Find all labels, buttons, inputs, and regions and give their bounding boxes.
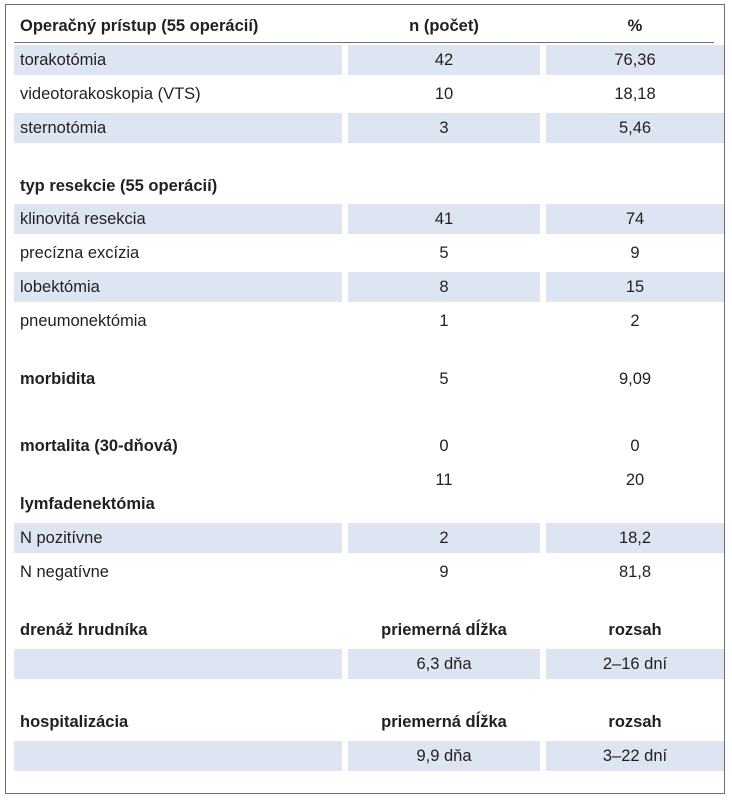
mortality-percent: 0 (630, 437, 640, 455)
row-count: 42 (348, 45, 540, 75)
drainage-range-header: rozsah (608, 621, 662, 639)
morbidity-percent: 9,09 (618, 370, 652, 388)
table-row (14, 615, 714, 645)
hospital-avg: 9,9 dňa (348, 741, 540, 771)
row-count: 3 (348, 113, 540, 143)
row-percent: 5,46 (546, 113, 724, 143)
row-label: sternotómia (14, 113, 342, 143)
row-count: 41 (348, 204, 540, 234)
table-row (14, 741, 714, 771)
row-percent: 18,18 (614, 85, 656, 103)
hospital-range-header: rozsah (608, 713, 662, 731)
morbidity-count: 5 (439, 370, 449, 388)
row-percent: 15 (546, 272, 724, 302)
lymph-title: lymfadenektómia (20, 495, 155, 513)
table-row (14, 306, 714, 336)
hospital-avg-header: priemerná dĺžka (381, 713, 507, 731)
row-label: klinovitá resekcia (14, 204, 342, 234)
row-count: 2 (348, 523, 540, 553)
table-row (14, 707, 714, 737)
header-approach: Operačný prístup (55 operácií) (20, 17, 259, 35)
row-percent: 18,2 (546, 523, 724, 553)
row-label-empty (14, 649, 342, 679)
row-label: lobektómia (14, 272, 342, 302)
drainage-avg-header: priemerná dĺžka (381, 621, 507, 639)
row-count: 1 (439, 312, 449, 330)
drainage-label: drenáž hrudníka (20, 621, 148, 639)
section-title-row (14, 171, 714, 201)
table-row (14, 204, 714, 234)
table-row (14, 364, 714, 394)
table-row (14, 557, 714, 587)
table-header-row (14, 11, 714, 41)
row-percent: 76,36 (546, 45, 724, 75)
table-row (14, 272, 714, 302)
row-percent: 81,8 (618, 563, 652, 581)
row-count: 9 (439, 563, 449, 581)
table-row (14, 523, 714, 553)
row-count: 5 (439, 244, 449, 262)
drainage-range: 2–16 dní (546, 649, 724, 679)
hospital-range: 3–22 dní (546, 741, 724, 771)
mortality-count: 0 (439, 437, 449, 455)
row-percent: 2 (630, 312, 640, 330)
row-label: N negatívne (20, 563, 109, 581)
header-count: n (počet) (409, 17, 479, 35)
row-percent: 74 (546, 204, 724, 234)
lymph-percent: 20 (625, 471, 645, 489)
row-label: precízna excízia (20, 244, 140, 262)
table-row (14, 649, 714, 679)
table-row (14, 238, 714, 268)
header-divider (14, 42, 714, 43)
row-label: N pozitívne (14, 523, 342, 553)
row-label: torakotómia (14, 45, 342, 75)
row-count: 8 (348, 272, 540, 302)
drainage-avg: 6,3 dňa (348, 649, 540, 679)
resection-title: typ resekcie (55 operácií) (20, 177, 218, 195)
table-row (14, 79, 714, 109)
hospital-label: hospitalizácia (20, 713, 129, 731)
lymph-count: 11 (435, 471, 453, 489)
row-label: pneumonektómia (20, 312, 147, 330)
row-label-empty (14, 741, 342, 771)
row-percent: 9 (630, 244, 640, 262)
section-title-row (14, 489, 714, 519)
row-count: 10 (434, 85, 454, 103)
table-row (14, 45, 714, 75)
table-row (14, 431, 714, 461)
row-label: videotorakoskopia (VTS) (20, 85, 201, 103)
header-percent: % (627, 17, 643, 35)
morbidity-label: morbidita (20, 370, 96, 388)
mortality-label: mortalita (30-dňová) (20, 437, 178, 455)
table-row (14, 113, 714, 143)
